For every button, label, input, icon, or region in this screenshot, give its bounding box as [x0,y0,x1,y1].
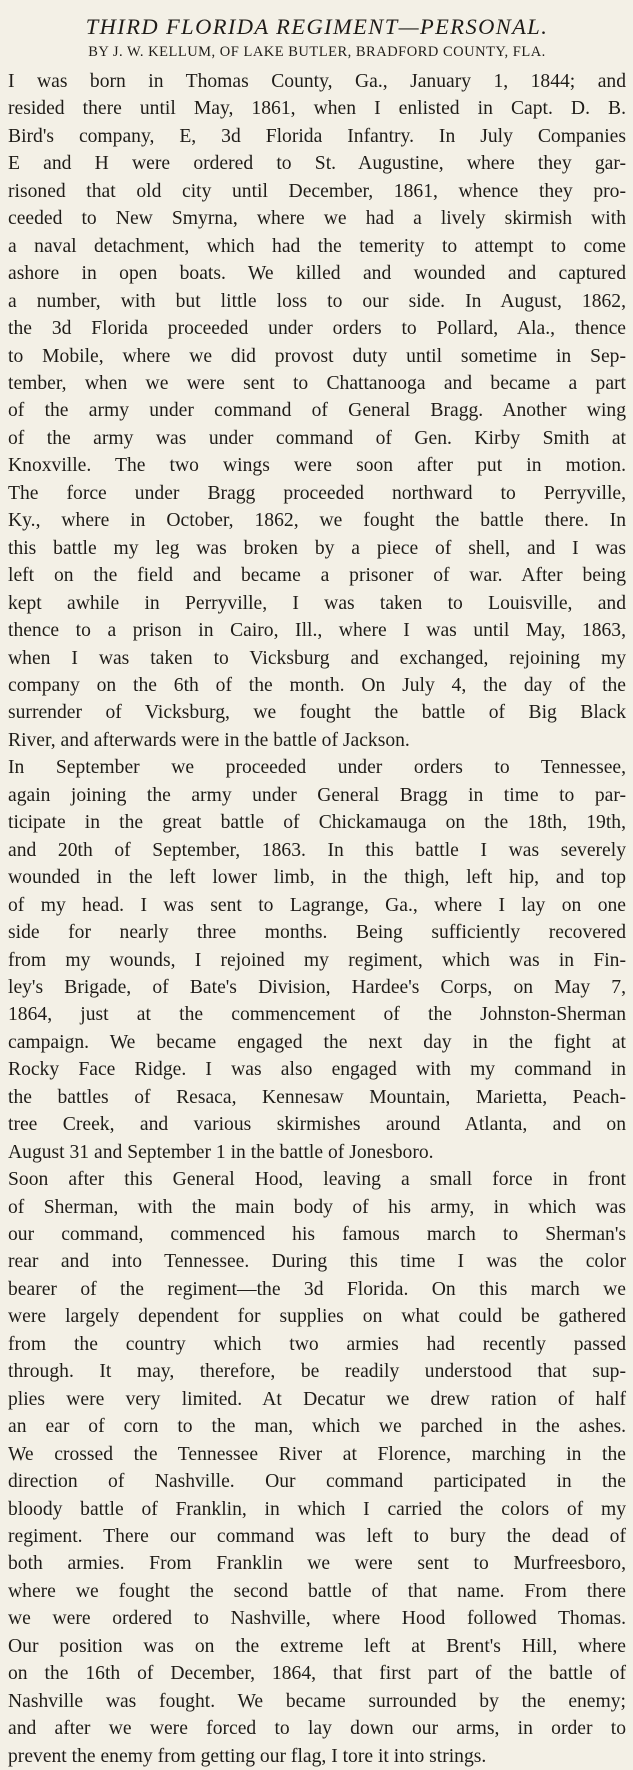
text-line: company on the 6th of the month. On July 4, the day of the [8,674,626,696]
text-line: our command, commenced his famous march to Sherman's [8,1224,626,1246]
paragraph-1 [8,68,626,754]
text-line: of the army under command of General Bragg. Another wing [8,400,626,422]
text-line: bloody battle of Franklin, in which I carried the colors of my [8,1498,626,1520]
text-line: surrender of Vicksburg, we fought the battle of Big Black [8,702,626,724]
text-line: ticipate in the great battle of Chickamauga on the 18th, 19th, [8,812,626,834]
text-line: risoned that old city until December, 1861, whence they pro- [8,180,626,202]
text-line: resided there until May, 1861, when I enlisted in Capt. D. B. [8,98,626,120]
text-line: Knoxville. The two wings were soon after put in motion. [8,455,626,477]
text-line: of Sherman, with the main body of his army, in which was [8,1196,626,1218]
text-line: and after we were forced to lay down our arms, in order to [8,1718,626,1740]
text-line: tember, when we were sent to Chattanooga and became a part [8,372,626,394]
text-line: ceeded to New Smyrna, where we had a lively skirmish with [8,208,626,230]
text-line: left on the field and became a prisoner of war. After being [8,565,626,587]
text-line: campaign. We became engaged the next day in the fight at [8,1031,626,1053]
text-line: were largely dependent for supplies on what could be gathered [8,1306,626,1328]
text-line: through. It may, therefore, be readily understood that sup- [8,1361,626,1383]
paragraph-2 [8,754,626,1166]
text-line: a naval detachment, which had the temerity to attempt to come [8,235,626,257]
text-line: we were ordered to Nashville, where Hood followed Thomas. [8,1608,626,1630]
text-line: thence to a prison in Cairo, Ill., where I was until May, 1863, [8,620,626,642]
text-line: rear and into Tennessee. During this time I was the color [8,1251,626,1273]
text-line: from the country which two armies had recently passed [8,1333,626,1355]
text-line: again joining the army under General Bragg in time to par- [8,784,626,806]
text-line: ashore in open boats. We killed and wounded and captured [8,263,626,285]
text-line: kept awhile in Perryville, I was taken to Louisville, and [8,592,626,614]
text-line: and 20th of September, 1863. In this battle I was severely [8,839,626,861]
text-line: I was born in Thomas County, Ga., January 1, 1844; and [8,71,626,92]
text-line: of the army was under command of Gen. Kirby Smith at [8,427,626,449]
text-line: where we fought the second battle of that name. From there [8,1580,626,1602]
text-line: wounded in the left lower limb, in the thigh, left hip, and top [8,867,626,889]
text-line: In September we proceeded under orders to Tennessee, [8,757,626,779]
text-line: Nashville was fought. We became surrounded by the enemy; [8,1690,626,1712]
text-line: of my head. I was sent to Lagrange, Ga., where I lay on one [8,894,626,916]
text-line: ley's Brigade, of Bate's Division, Hardee's Corps, on May 7, [8,976,626,998]
article-body [8,68,626,1770]
text-line: E and H were ordered to St. Augustine, where they gar- [8,153,626,175]
text-line: side for nearly three months. Being sufficiently recovered [8,922,626,944]
text-line: the battles of Resaca, Kennesaw Mountain, Marietta, Peach- [8,1086,626,1108]
text-line: Rocky Face Ridge. I was also engaged with my command in [8,1059,626,1081]
text-line: both armies. From Franklin we were sent to Murfreesboro, [8,1553,626,1575]
text-line: to Mobile, where we did provost duty until sometime in Sep- [8,345,626,367]
text-line: 1864, just at the commencement of the Johnston-Sherman [8,1004,626,1026]
text-line: regiment. There our command was left to bury the dead of [8,1526,626,1548]
text-line: when I was taken to Vicksburg and exchanged, rejoining my [8,647,626,669]
text-line: the 3d Florida proceeded under orders to Pollard, Ala., thence [8,318,626,340]
text-line: The force under Bragg proceeded northward to Perryville, [8,482,626,504]
text-line: direction of Nashville. Our command participated in the [8,1471,626,1493]
text-line: on the 16th of December, 1864, that first part of the battle of [8,1663,626,1685]
text-line: August 31 and September 1 in the battle of Jonesboro. [8,1141,434,1163]
text-line: bearer of the regiment—the 3d Florida. On this march we [8,1278,626,1300]
text-line: River, and afterwards were in the battle of Jackson. [8,729,410,751]
text-line: Our position was on the extreme left at Brent's Hill, where [8,1635,626,1657]
paragraph-3 [8,1166,626,1770]
article-title: THIRD FLORIDA REGIMENT—PERSONAL. [85,14,549,39]
text-line: Bird's company, E, 3d Florida Infantry. In July Companies [8,125,626,147]
text-line: from my wounds, I rejoined my regiment, which was in Fin- [8,949,626,971]
text-line: this battle my leg was broken by a piece of shell, and I was [8,537,626,559]
text-line: tree Creek, and various skirmishes around Atlanta, and on [8,1114,626,1136]
text-line: an ear of corn to the man, which we parched in the ashes. [8,1416,626,1438]
text-line: Soon after this General Hood, leaving a small force in front [8,1169,626,1191]
text-line: a number, with but little loss to our side. In August, 1862, [8,290,626,312]
article-byline: BY J. W. KELLUM, OF LAKE BUTLER, BRADFORD COUNTY, FLA. [88,44,546,60]
text-line: plies were very limited. At Decatur we drew ration of half [8,1388,626,1410]
text-line: prevent the enemy from getting our flag, I tore it into strings. [8,1745,487,1767]
text-line: We crossed the Tennessee River at Florence, marching in the [8,1443,626,1465]
text-line: Ky., where in October, 1862, we fought the battle there. In [8,510,626,532]
